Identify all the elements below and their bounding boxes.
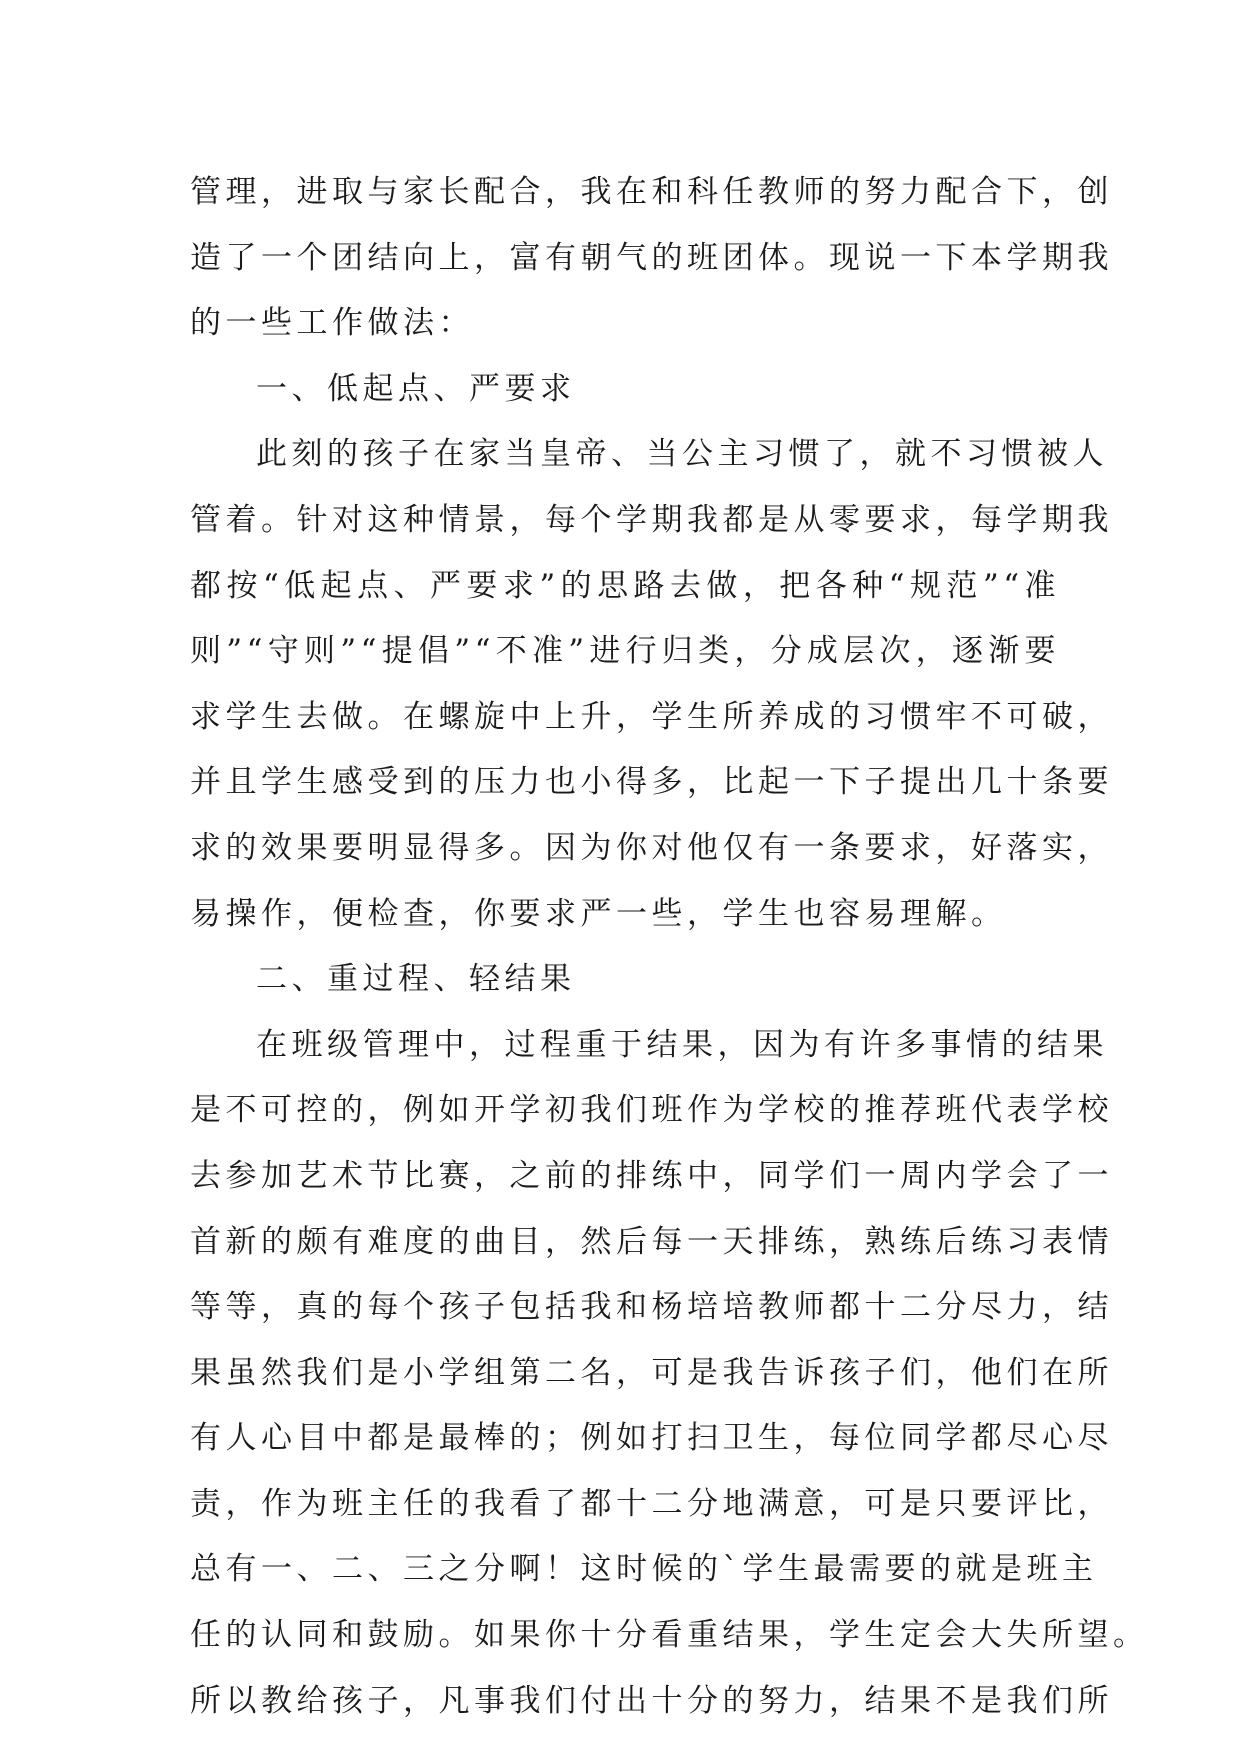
text-line: 易操作，便检查，你要求严一些，学生也容易理解。	[190, 895, 1007, 932]
text-line: 在班级管理中，过程重于结果，因为有许多事情的结果	[256, 1026, 1108, 1063]
text-line: 都按“低起点、严要求”的思路去做，把各种“规范”“准	[190, 567, 1060, 604]
text-line: 责，作为班主任的我看了都十二分地满意，可是只要评比，	[190, 1485, 1113, 1522]
text-line: 此刻的孩子在家当皇帝、当公主习惯了，就不习惯被人	[256, 436, 1108, 473]
text-line: 造了一个团结向上，富有朝气的班团体。现说一下本学期我	[190, 239, 1113, 276]
text-line: 求学生去做。在螺旋中上升，学生所养成的习惯牢不可破，	[190, 698, 1113, 735]
text-line: 所以教给孩子，凡事我们付出十分的努力，结果不是我们所	[190, 1682, 1113, 1719]
text-line: 任的认同和鼓励。如果你十分看重结果，学生定会大失所望。	[190, 1617, 1149, 1654]
section-heading: 二、重过程、轻结果	[256, 961, 576, 998]
text-line: 去参加艺术节比赛，之前的排练中，同学们一周内学会了一	[190, 1157, 1113, 1194]
text-line: 的一些工作做法：	[190, 305, 474, 342]
text-line: 是不可控的，例如开学初我们班作为学校的推荐班代表学校	[190, 1092, 1113, 1129]
text-line: 则”“守则”“提倡”“不准”进行归类，分成层次，逐渐要	[190, 633, 1060, 670]
text-line: 有人心目中都是最棒的；例如打扫卫生，每位同学都尽心尽	[190, 1420, 1113, 1457]
text-line: 管理，进取与家长配合，我在和科任教师的努力配合下，创	[190, 174, 1113, 210]
text-line: 并且学生感受到的压力也小得多，比起一下子提出几十条要	[190, 764, 1113, 801]
text-line: 等等，真的每个孩子包括我和杨培培教师都十二分尽力，结	[190, 1289, 1113, 1326]
text-line: 求的效果要明显得多。因为你对他仅有一条要求，好落实，	[190, 829, 1113, 866]
text-line: 管着。针对这种情景，每个学期我都是从零要求，每学期我	[190, 501, 1113, 538]
text-line: 总有一、二、三之分啊！这时候的`学生最需要的就是班主	[190, 1551, 1098, 1588]
text-line: 果虽然我们是小学组第二名，可是我告诉孩子们，他们在所	[190, 1354, 1113, 1391]
section-heading: 一、低起点、严要求	[256, 370, 576, 407]
body-text	[190, 160, 1149, 1734]
text-line: 首新的颇有难度的曲目，然后每一天排练，熟练后练习表情	[190, 1223, 1113, 1260]
